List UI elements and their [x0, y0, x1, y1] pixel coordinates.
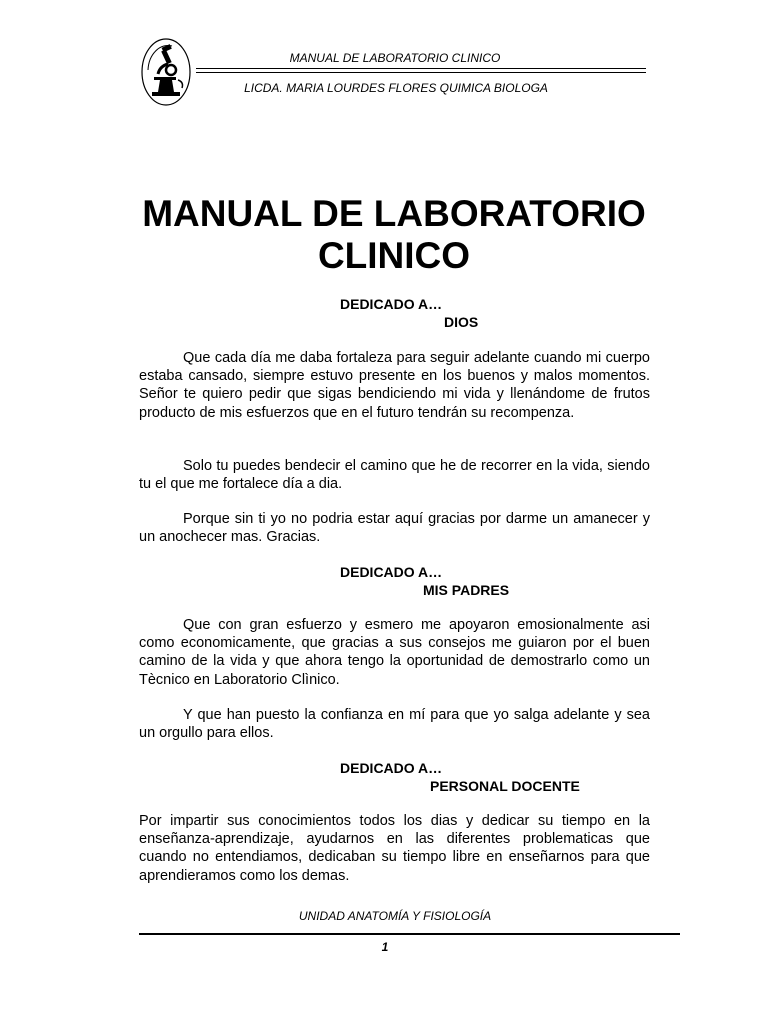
title-line: CLINICO — [317, 235, 471, 276]
dedicated-label: DEDICADO A… — [340, 296, 443, 312]
microscope-logo-icon — [138, 36, 196, 108]
dedicated-label: DEDICADO A… — [340, 760, 443, 776]
dedication-recipient: MIS PADRES — [423, 582, 510, 598]
dedication-recipient: PERSONAL DOCENTE — [430, 778, 580, 794]
footer-rule — [139, 933, 680, 935]
paragraph: Que cada día me daba fortaleza para seguir adelante cuando mi cuerpo estaba cansado, siempre estuvo presente en los buenos y malos momentos. Señor te quiero pedir que sigas bendiciendo mi vida y llenándome de frutos producto de mis esfuerzos que en el futuro tendrán su recompenza. — [139, 350, 650, 421]
header-manual-title: MANUAL DE LABORATORIO CLINICO — [289, 51, 501, 65]
header-rule — [196, 72, 646, 73]
title-line: MANUAL DE LABORATORIO — [142, 193, 646, 234]
paragraph: Porque sin ti yo no podria estar aquí gracias por darme un amanecer y un anochecer mas. Gracias. — [139, 511, 650, 546]
header-author: LICDA. MARIA LOURDES FLORES QUIMICA BIOLOGA — [244, 81, 548, 95]
dedication-recipient: DIOS — [444, 314, 479, 330]
paragraph: Solo tu puedes bendecir el camino que he de recorrer en la vida, siendo tu el que me fortalece día a dia. — [139, 458, 650, 493]
page-number: 1 — [381, 940, 389, 954]
page-title — [100, 193, 688, 277]
paragraph: Que con gran esfuerzo y esmero me apoyaron emosionalmente asi como economicamente, que gracias a sus consejos me guiaron por el buen camino de la vida y que ahora tengo la oportunidad de demostrarlo como un Tècnico en Laboratorio Clìnico. — [139, 617, 650, 688]
paragraph: Por impartir sus conocimientos todos los dias y dedicar su tiempo en la enseñanza-aprendizaje, ayudarnos en las diferentes problematicas que cuando no entendiamos, dedicaban su tiempo libre en enseñarnos para que aprendieramos como los demas. — [139, 813, 650, 884]
footer-unit: UNIDAD ANATOMÍA Y FISIOLOGÍA — [298, 909, 492, 923]
header-rule — [196, 68, 646, 69]
paragraph: Y que han puesto la confianza en mí para que yo salga adelante y sea un orgullo para ellos. — [139, 707, 650, 742]
dedicated-label: DEDICADO A… — [340, 564, 443, 580]
